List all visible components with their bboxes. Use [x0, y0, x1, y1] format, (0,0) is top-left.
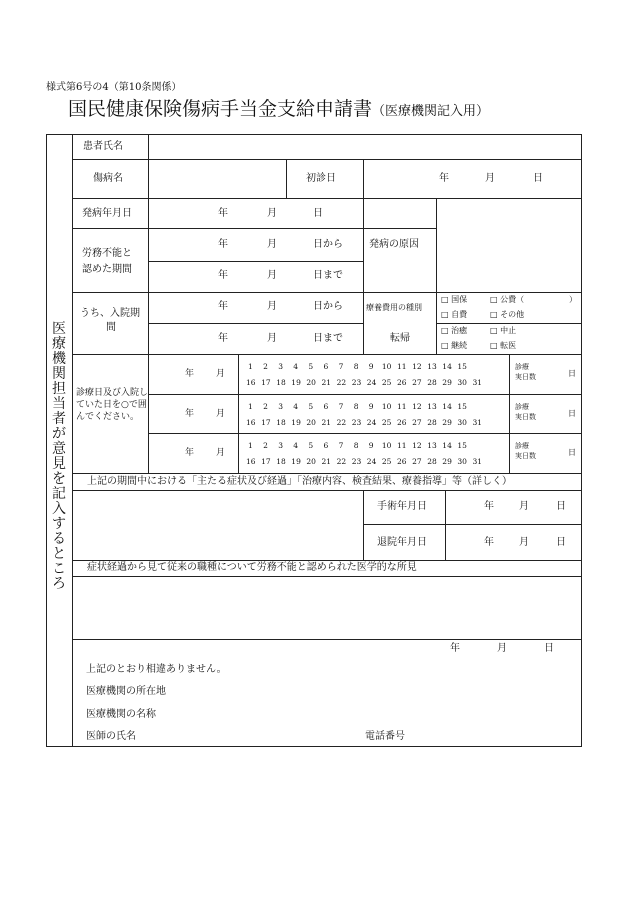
to-unit: 日まで: [313, 333, 343, 344]
year-unit: 年: [218, 270, 228, 281]
visit-days-unit: 日: [568, 448, 576, 457]
onset-cause-label: 発病の原因: [369, 239, 419, 250]
calendar-day[interactable]: 21: [321, 378, 332, 387]
calendar-day[interactable]: 5: [308, 362, 314, 371]
calendar-day[interactable]: 26: [397, 378, 407, 387]
outcome-option-transferred[interactable]: □ 転医: [490, 341, 517, 350]
institution-address-field[interactable]: [170, 684, 570, 700]
institution-address-label: 医療機関の所在地: [86, 686, 166, 697]
calendar-day[interactable]: 18: [276, 418, 286, 427]
calendar-year-unit: 年: [185, 448, 195, 458]
opinion-field[interactable]: [74, 578, 580, 638]
visit-days-count-label: 診療: [515, 363, 529, 371]
calendar-day[interactable]: 9: [368, 402, 374, 411]
calendar-day[interactable]: 21: [321, 418, 332, 427]
cost-option-kouhi[interactable]: □ 公費（: [490, 295, 525, 304]
from-unit: 日から: [313, 301, 343, 312]
outcome-label: 転帰: [390, 333, 410, 344]
calendar-day[interactable]: 25: [381, 418, 392, 427]
calendar-day[interactable]: 20: [306, 418, 316, 427]
calendar-day[interactable]: 7: [338, 441, 344, 450]
first-visit-label: 初診日: [306, 173, 336, 184]
opinion-header: 症状経過から見て従来の職種について労務不能と認められた医学的な所見: [87, 562, 417, 573]
calendar-day[interactable]: 31: [472, 378, 483, 387]
calendar-day[interactable]: 14: [442, 362, 452, 371]
symptoms-header: 上記の期間中における「主たる症状及び経過」「治療内容、検査結果、療養指導」等（詳しく）: [87, 476, 512, 487]
calendar-day[interactable]: 26: [397, 457, 407, 466]
incapacity-label-1: 労務不能と: [82, 248, 132, 259]
cost-option-kouhi-close: ）: [569, 295, 577, 304]
month-unit: 月: [267, 208, 277, 219]
onset-cause-field[interactable]: [438, 200, 580, 290]
visit-days-unit: 日: [568, 369, 576, 378]
calendar-day[interactable]: 23: [351, 378, 362, 387]
calendar-day[interactable]: 28: [427, 457, 437, 466]
year-unit: 年: [218, 208, 228, 219]
day-unit: 日: [556, 501, 566, 512]
phone-label: 電話番号: [365, 731, 405, 742]
calendar-day[interactable]: 11: [397, 362, 407, 371]
visit-days-note: 診療日及び入院していた日を○で囲んでください。: [76, 388, 149, 422]
institution-name-label: 医療機関の名称: [86, 709, 156, 720]
symptoms-field[interactable]: [74, 492, 361, 558]
calendar-day[interactable]: 15: [457, 441, 467, 450]
calendar-day[interactable]: 6: [323, 362, 329, 371]
day-unit: 日: [556, 537, 566, 548]
calendar-day[interactable]: 17: [261, 378, 271, 387]
calendar-month-unit: 月: [216, 369, 226, 379]
calendar-day[interactable]: 29: [442, 418, 452, 427]
calendar-day[interactable]: 24: [366, 378, 377, 387]
calendar-day[interactable]: 12: [412, 402, 422, 411]
cost-option-kokuho[interactable]: □ 国保: [441, 295, 468, 304]
outcome-option-stopped[interactable]: □ 中止: [490, 326, 517, 335]
visit-days-count-label: 診療: [515, 442, 529, 450]
calendar-day[interactable]: 24: [366, 457, 377, 466]
month-unit: 月: [485, 173, 495, 184]
surgery-date-label: 手術年月日: [377, 501, 427, 512]
from-unit: 日から: [313, 239, 343, 250]
calendar-day[interactable]: 25: [381, 457, 392, 466]
month-unit: 月: [519, 501, 529, 512]
calendar-day[interactable]: 11: [397, 441, 407, 450]
calendar-day[interactable]: 20: [306, 457, 316, 466]
calendar-day[interactable]: 12: [412, 441, 422, 450]
calendar-day[interactable]: 5: [308, 402, 314, 411]
calendar-day[interactable]: 13: [427, 441, 437, 450]
calendar-day[interactable]: 4: [293, 362, 299, 371]
form-title: [68, 97, 489, 124]
day-unit: 日: [544, 643, 554, 654]
calendar-day[interactable]: 7: [338, 362, 344, 371]
calendar-day[interactable]: 18: [276, 378, 286, 387]
cost-option-other[interactable]: □ その他: [490, 310, 525, 319]
calendar-day[interactable]: 30: [457, 418, 467, 427]
calendar-day[interactable]: 28: [427, 378, 437, 387]
month-unit: 月: [267, 270, 277, 281]
visit-days-count-label: 実日数: [515, 373, 536, 381]
disease-name-field[interactable]: [150, 161, 285, 197]
calendar-day[interactable]: 1: [248, 441, 253, 450]
doctor-name-label: 医師の氏名: [86, 731, 136, 742]
calendar-day[interactable]: 14: [442, 441, 452, 450]
hospitalization-label-1: うち、入院期: [80, 308, 140, 319]
visit-days-unit: 日: [568, 409, 576, 418]
calendar-day[interactable]: 31: [472, 418, 483, 427]
calendar-day[interactable]: 3: [278, 402, 283, 411]
calendar-day[interactable]: 3: [278, 441, 283, 450]
calendar-day[interactable]: 6: [323, 402, 329, 411]
cost-type-label: 療養費用の種別: [366, 303, 422, 312]
calendar-day[interactable]: 15: [457, 402, 467, 411]
calendar-day[interactable]: 16: [246, 457, 256, 466]
calendar-day[interactable]: 16: [246, 378, 256, 387]
month-unit: 月: [497, 643, 507, 654]
month-unit: 月: [267, 239, 277, 250]
calendar-day[interactable]: 10: [381, 362, 392, 371]
calendar-day[interactable]: 1: [248, 362, 253, 371]
calendar-day[interactable]: 29: [442, 457, 452, 466]
calendar-day[interactable]: 11: [397, 402, 407, 411]
title-suffix: （医療機関記入用）: [372, 104, 490, 119]
onset-date-label: 発病年月日: [82, 208, 132, 219]
visit-days-count-label: 実日数: [515, 413, 536, 421]
calendar-day[interactable]: 2: [263, 402, 268, 411]
calendar-day[interactable]: 8: [353, 441, 359, 450]
calendar-day[interactable]: 31: [472, 457, 483, 466]
visit-days-count-label: 診療: [515, 403, 529, 411]
disease-name-label: 傷病名: [93, 173, 123, 184]
calendar-day[interactable]: 8: [353, 362, 359, 371]
year-unit: 年: [439, 173, 449, 184]
calendar-day[interactable]: 27: [412, 418, 422, 427]
calendar-day[interactable]: 6: [323, 441, 329, 450]
day-unit: 日: [313, 208, 323, 219]
calendar-day[interactable]: 9: [368, 441, 374, 450]
calendar-day[interactable]: 30: [457, 457, 467, 466]
doctor-name-field[interactable]: [170, 729, 350, 745]
calendar-day[interactable]: 14: [442, 402, 452, 411]
calendar-day[interactable]: 23: [351, 418, 362, 427]
calendar-month-unit: 月: [216, 448, 226, 458]
calendar-day[interactable]: 5: [308, 441, 314, 450]
institution-name-field[interactable]: [170, 707, 570, 723]
calendar-day[interactable]: 22: [336, 378, 347, 387]
calendar-day[interactable]: 21: [321, 457, 332, 466]
calendar-day[interactable]: 13: [427, 402, 437, 411]
outcome-option-cured[interactable]: □ 治癒: [441, 326, 468, 335]
calendar-day[interactable]: 26: [397, 418, 407, 427]
calendar-day[interactable]: 29: [442, 378, 452, 387]
title-main: 国民健康保険傷病手当金支給申請書: [68, 98, 373, 120]
calendar-day[interactable]: 22: [336, 457, 347, 466]
visit-days-count-label: 実日数: [515, 452, 536, 460]
calendar-day[interactable]: 3: [278, 362, 283, 371]
calendar-day[interactable]: 12: [412, 362, 422, 371]
to-unit: 日まで: [313, 270, 343, 281]
calendar-day[interactable]: 13: [427, 362, 437, 371]
side-label: 医療機関担当者が意見を記入するところ: [52, 321, 66, 592]
year-unit: 年: [484, 501, 494, 512]
patient-name-field[interactable]: [150, 136, 580, 158]
calendar-day[interactable]: 18: [276, 457, 286, 466]
year-unit: 年: [218, 239, 228, 250]
calendar-day[interactable]: 27: [412, 457, 422, 466]
calendar-month-unit: 月: [216, 409, 226, 419]
phone-field[interactable]: [420, 729, 570, 745]
calendar-day[interactable]: 10: [381, 441, 392, 450]
calendar-day[interactable]: 19: [291, 457, 301, 466]
calendar-day[interactable]: 19: [291, 418, 301, 427]
calendar-day[interactable]: 25: [381, 378, 392, 387]
year-unit: 年: [450, 643, 460, 654]
hospitalization-label-2: 間: [106, 322, 116, 333]
cost-option-jihi[interactable]: □ 自費: [441, 310, 468, 319]
calendar-day[interactable]: 7: [338, 402, 344, 411]
month-unit: 月: [267, 333, 277, 344]
calendar-day[interactable]: 22: [336, 418, 347, 427]
calendar-day[interactable]: 10: [381, 402, 392, 411]
calendar-day[interactable]: 23: [351, 457, 362, 466]
calendar-day[interactable]: 1: [248, 402, 253, 411]
calendar-year-unit: 年: [185, 369, 195, 379]
calendar-day[interactable]: 2: [263, 362, 268, 371]
year-unit: 年: [218, 301, 228, 312]
year-unit: 年: [484, 537, 494, 548]
calendar-day[interactable]: 24: [366, 418, 377, 427]
certify-text: 上記のとおり相違ありません。: [86, 664, 227, 675]
patient-name-label: 患者氏名: [83, 141, 123, 152]
calendar-day[interactable]: 15: [457, 362, 467, 371]
month-unit: 月: [519, 537, 529, 548]
calendar-day[interactable]: 2: [263, 441, 268, 450]
calendar-day[interactable]: 4: [293, 402, 299, 411]
month-unit: 月: [267, 301, 277, 312]
calendar-day[interactable]: 20: [306, 378, 316, 387]
form-code: 様式第6号の4（第10条関係）: [46, 82, 182, 93]
year-unit: 年: [218, 333, 228, 344]
outcome-option-continued[interactable]: □ 継続: [441, 341, 468, 350]
day-unit: 日: [533, 173, 543, 184]
calendar-day[interactable]: 17: [261, 457, 271, 466]
calendar-day[interactable]: 30: [457, 378, 467, 387]
calendar-year-unit: 年: [185, 409, 195, 419]
calendar-day[interactable]: 19: [291, 378, 301, 387]
calendar-day[interactable]: 4: [293, 441, 299, 450]
calendar-day[interactable]: 17: [261, 418, 271, 427]
discharge-date-label: 退院年月日: [377, 537, 427, 548]
calendar-day[interactable]: 9: [368, 362, 374, 371]
calendar-day[interactable]: 16: [246, 418, 256, 427]
calendar-day[interactable]: 28: [427, 418, 437, 427]
calendar-day[interactable]: 8: [353, 402, 359, 411]
calendar-day[interactable]: 27: [412, 378, 422, 387]
incapacity-label-2: 認めた期間: [82, 264, 132, 275]
